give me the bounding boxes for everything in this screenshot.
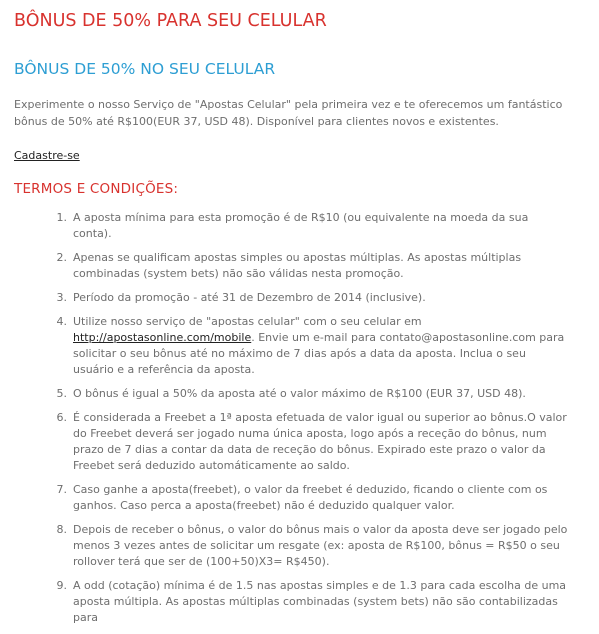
term-text-before-link: Utilize nosso serviço de "apostas celular" com o seu celular em <box>73 315 422 328</box>
term-number: 9. <box>56 579 67 592</box>
term-item <box>14 522 584 570</box>
term-number: 8. <box>56 523 67 536</box>
term-number: 3. <box>56 291 67 304</box>
term-text: É considerada a Freebet a 1ª aposta efetuada de valor igual ou superior ao bônus.O valor do Freebet deverá ser jogado numa única aposta, logo após a receção do bônus, num prazo de 7 dias a contar da data de receção do bônus. Expirado este prazo o valor da Freebet será deduzido automáticamente ao saldo. <box>73 411 567 472</box>
term-number: 5. <box>56 387 67 400</box>
term-item <box>14 250 584 282</box>
section-subtitle: BÔNUS DE 50% NO SEU CELULAR <box>14 60 276 78</box>
page-title: BÔNUS DE 50% PARA SEU CELULAR <box>14 11 327 31</box>
term-text: A aposta mínima para esta promoção é de R$10 (ou equivalente na moeda da sua conta). <box>73 211 529 240</box>
term-text-after-link: . Envie um e-mail para contato@apostasonline.com para solicitar o seu bônus até no máximo de 7 dias após a data da aposta. Inclua o seu usuário e a referência da aposta. <box>73 331 565 376</box>
term-item <box>14 482 584 514</box>
term-number: 1. <box>56 211 67 224</box>
term-item <box>14 314 584 378</box>
term-text: Período da promoção - até 31 de Dezembro de 2014 (inclusive). <box>73 291 426 304</box>
signup-link[interactable]: Cadastre-se <box>14 149 80 162</box>
term-item <box>14 578 584 626</box>
term-number: 6. <box>56 411 67 424</box>
terms-heading: TERMOS E CONDIÇÕES: <box>14 181 179 197</box>
term-text: Depois de receber o bônus, o valor do bônus mais o valor da aposta deve ser jogado pelo menos 3 vezes antes de solicitar um resgate (ex: aposta de R$100, bônus = R$50 o seu rollover terá que ser de (100+50)X3= R$450). <box>73 523 568 568</box>
term-item <box>14 386 584 402</box>
term-text: O bônus é igual a 50% da aposta até o valor máximo de R$100 (EUR 37, USD 48). <box>73 387 526 400</box>
term-item <box>14 410 584 474</box>
term-text <box>73 314 584 378</box>
term-number: 2. <box>56 251 67 264</box>
term-item <box>14 210 584 242</box>
term-text: A odd (cotação) mínima é de 1.5 nas apostas simples e de 1.3 para cada escolha de uma aposta múltipla. As apostas múltiplas combinadas (system bets) não são contabilizadas para <box>73 579 567 624</box>
intro-paragraph: Experimente o nosso Serviço de "Apostas Celular" pela primeira vez e te oferecemos um fantástico bônus de 50% até R$100(EUR 37, USD 48). Disponível para clientes novos e existentes. <box>14 98 563 128</box>
term-item <box>14 290 584 306</box>
term-text: Apenas se qualificam apostas simples ou apostas múltiplas. As apostas múltiplas combinadas (system bets) não são válidas nesta promoção. <box>73 251 522 280</box>
mobile-site-link[interactable]: http://apostasonline.com/mobile <box>73 331 252 344</box>
terms-list <box>14 210 584 626</box>
term-text: Caso ganhe a aposta(freebet), o valor da freebet é deduzido, ficando o cliente com os ganhos. Caso perca a aposta(freebet) não é deduzido qualquer valor. <box>73 483 548 512</box>
term-number: 4. <box>56 315 67 328</box>
promo-content <box>14 0 584 634</box>
term-number: 7. <box>56 483 67 496</box>
